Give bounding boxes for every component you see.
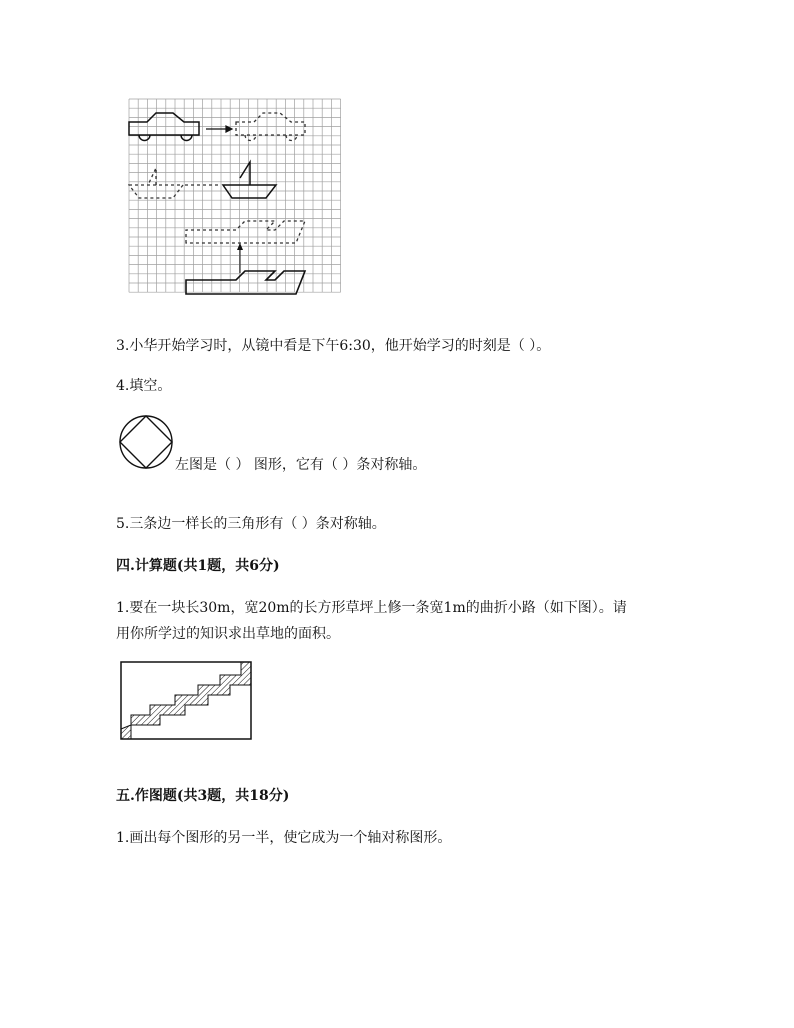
section-4-heading: 四.计算题(共1题，共6分) bbox=[116, 558, 280, 574]
question-5: 5.三条边一样长的三角形有（ ）条对称轴。 bbox=[116, 516, 386, 532]
question-4-text: 左图是（ ） 图形，它有（ ）条对称轴。 bbox=[175, 457, 427, 473]
grid-translation-figure bbox=[128, 98, 346, 298]
section-5-question-1: 1.画出每个图形的另一半，使它成为一个轴对称图形。 bbox=[116, 830, 452, 846]
section-5-heading: 五.作图题(共3题，共18分) bbox=[116, 788, 290, 804]
stairs-shape-dashed bbox=[186, 221, 305, 243]
boat-shape bbox=[223, 162, 276, 198]
section-4-question-1-line-2: 用你所学过的知识求出草地的面积。 bbox=[116, 626, 340, 642]
question-3: 3.小华开始学习时，从镜中看是下午6:30，他开始学习的时刻是（ ）。 bbox=[116, 338, 551, 354]
lawn-path-figure bbox=[120, 661, 254, 743]
section-4-question-1-line-1: 1.要在一块长30m，宽20m的长方形草坪上修一条宽1m的曲折小路（如下图）。请 bbox=[116, 600, 627, 616]
question-4-title: 4.填空。 bbox=[116, 378, 172, 394]
circle-square-figure bbox=[116, 414, 176, 474]
stairs-shape bbox=[186, 271, 305, 294]
